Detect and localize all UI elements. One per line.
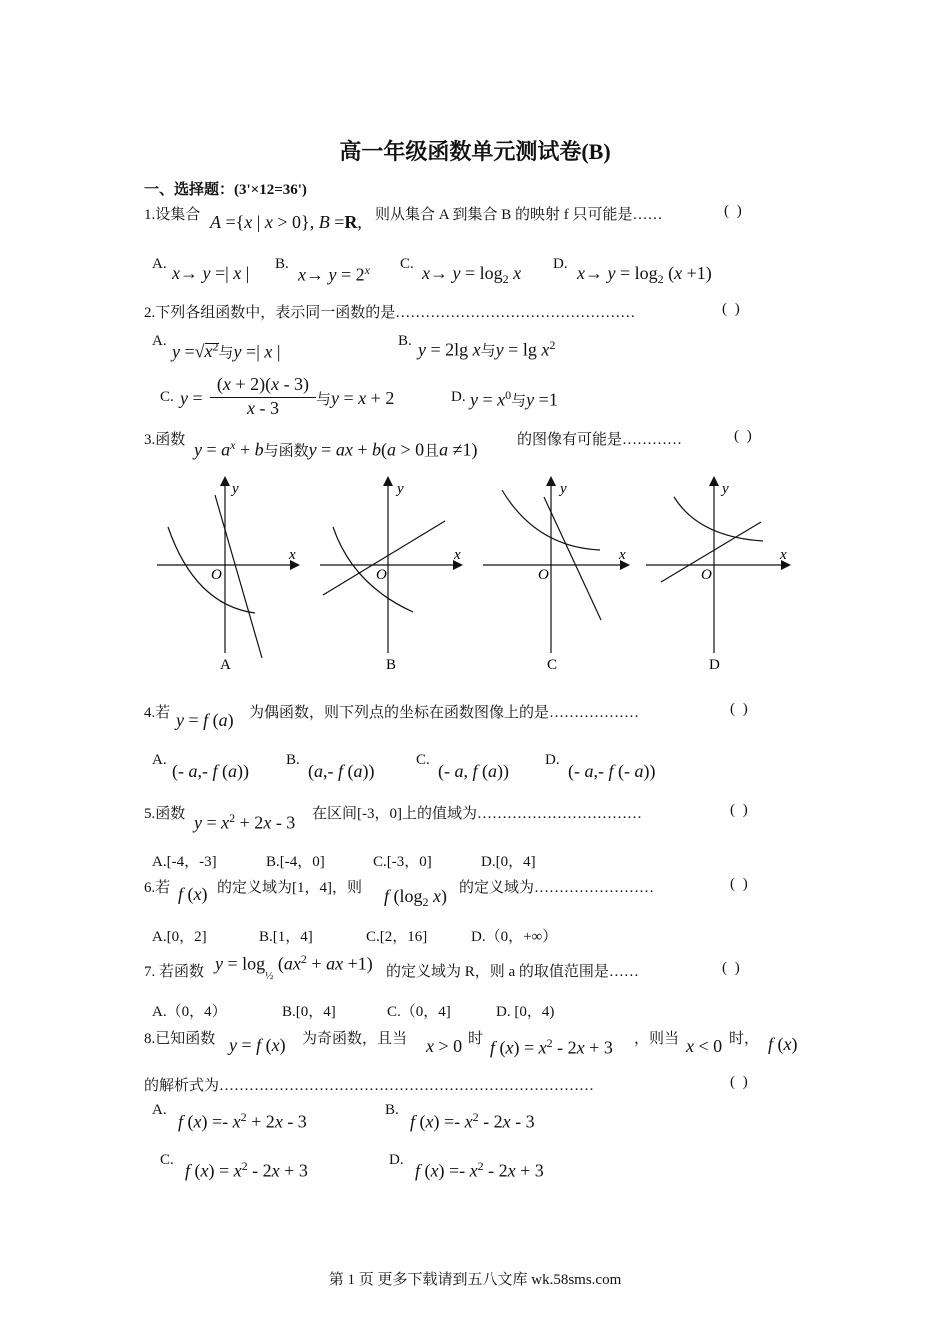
q6-option-c: C.[2，16]	[366, 929, 428, 945]
q8-option-b-label: B.	[385, 1102, 399, 1118]
q6-formula-2: f ($\log_2$ x)	[384, 886, 448, 910]
graph-a	[157, 478, 298, 673]
q1-option-c: $x\to y = \log_2 x$	[422, 263, 522, 287]
q3-formula: $y = a^x + b$与函数y = ax + b(a > 0且a ≠1)	[194, 438, 478, 460]
exponential-curve	[674, 497, 763, 541]
graph-label: D	[709, 657, 720, 673]
q5-option-a: A.[-4，-3]	[152, 854, 217, 870]
linear-line	[215, 495, 262, 658]
q5-option-d: D.[0，4]	[481, 854, 536, 870]
q2-option-a-label: A.	[152, 333, 167, 349]
q2-option-d: $y = x^0$与y =1	[470, 388, 558, 410]
q8-formula-1: y = f (x)	[229, 1035, 286, 1055]
q8-lead: 8.已知函数	[144, 1031, 216, 1047]
q4-tail: 为偶函数，则下列点的坐标在函数图像上的是………………	[249, 705, 640, 721]
answer-paren: ( )	[730, 1074, 750, 1090]
answer-paren: ( )	[722, 960, 742, 976]
graph-b	[320, 478, 461, 673]
graph-label: A	[220, 657, 231, 673]
q1-option-d: $x\to y = \log_2 (x +1)$	[577, 263, 712, 287]
q4-option-b-label: B.	[286, 752, 300, 768]
y-axis-label: y	[722, 481, 729, 497]
page-title: 高一年级函数单元测试卷(B)	[339, 139, 611, 164]
q2-lead: 2.下列各组函数中，表示同一函数的是…………………………………………	[144, 305, 636, 321]
exponential-curve	[333, 527, 413, 612]
q8-mid-3: ，则当	[634, 1031, 680, 1047]
q8-formula-3: f $(x) = x^2 - 2x + 3$	[490, 1036, 613, 1058]
q6-option-b: B.[1，4]	[259, 929, 313, 945]
q2-option-c-fraction: (x + 2)(x - 3) x - 3	[210, 374, 316, 419]
origin-label: O	[211, 567, 222, 583]
y-axis-label: y	[232, 481, 239, 497]
q3-lead: 3.函数	[144, 432, 186, 448]
q5-option-b: B.[-4，0]	[266, 854, 325, 870]
q4-option-a-label: A.	[152, 752, 167, 768]
q6-lead: 6.若	[144, 880, 171, 896]
answer-paren: ( )	[724, 203, 744, 219]
q6-mid: 的定义域为[1，4]，则	[217, 880, 362, 896]
q4-option-d: (- a,- f (- a))	[568, 761, 656, 781]
linear-line	[323, 521, 445, 595]
q2-option-d-label: D.	[451, 389, 466, 405]
q2-option-a: $y =√x^2$与y =| x |	[172, 340, 281, 362]
q8-mid-4: 时，	[729, 1031, 760, 1047]
q7-option-b: B.[0，4]	[282, 1004, 336, 1020]
q3-tail: 的图像有可能是…………	[517, 432, 683, 448]
q4-lead: 4.若	[144, 705, 171, 721]
answer-paren: ( )	[730, 701, 750, 717]
q1-option-a-label: A.	[152, 256, 167, 272]
q7-formula: $y = \log_{\frac{1}{2}} (ax^2$ + ax +1)	[215, 952, 373, 983]
q8-line-2: 的解析式为…………………………………………………………………	[144, 1078, 595, 1094]
q8-option-c-label: C.	[160, 1152, 174, 1168]
q8-option-a-label: A.	[152, 1102, 167, 1118]
q6-option-d: D.（0，+∞）	[471, 929, 558, 945]
page-footer: 第 1 页 更多下载请到五八文库 wk.58sms.com	[328, 1272, 622, 1288]
section-heading: 一、选择题：(3'×12=36')	[144, 182, 307, 198]
origin-label: O	[376, 567, 387, 583]
q5-option-c: C.[-3，0]	[373, 854, 432, 870]
q4-formula: y = f (a)	[176, 710, 234, 730]
origin-label: O	[538, 567, 549, 583]
q1-option-c-label: C.	[400, 256, 414, 272]
graph-label: B	[386, 657, 397, 673]
q1-option-a: x→ y =| x |	[172, 263, 250, 283]
q8-option-b: f $(x) =- x^2 - 2x - 3$	[410, 1110, 535, 1132]
q6-formula-1: f (x)	[178, 884, 208, 904]
q2-option-b: y = 2lg x与$y = \lg x^2$	[418, 338, 556, 360]
q7-option-a: A.（0，4）	[152, 1004, 227, 1020]
q1-option-b: $x\to y = 2^x$	[298, 263, 370, 285]
q8-option-c: f $(x) = x^2 - 2x + 3$	[185, 1159, 308, 1181]
x-axis-label: x	[454, 547, 461, 563]
origin-label: O	[701, 567, 712, 583]
q2-option-c-rhs: 与y = x + 2	[316, 388, 395, 408]
q1-tail: 则从集合 A 到集合 B 的映射 f 只可能是……	[375, 207, 663, 223]
q8-formula-4: x < 0	[686, 1036, 723, 1056]
x-axis-label: x	[780, 547, 787, 563]
q7-option-c: C.（0，4]	[387, 1004, 451, 1020]
q8-mid-2: 时	[468, 1031, 484, 1047]
q1-option-b-label: B.	[275, 256, 289, 272]
answer-paren: ( )	[730, 876, 750, 892]
q2-option-b-label: B.	[398, 333, 412, 349]
q4-option-c: (- a, f (a))	[438, 761, 510, 781]
q1-lead: 1.设集合	[144, 207, 201, 223]
q7-lead: 7. 若函数	[144, 964, 205, 980]
q4-option-d-label: D.	[545, 752, 560, 768]
q4-option-b: (a,- f (a))	[308, 761, 375, 781]
q1-formula: A ={x | x > 0}, B =R,	[210, 212, 362, 232]
q8-mid-1: 为奇函数，且当	[302, 1031, 408, 1047]
q7-option-d: D. [0，4)	[496, 1004, 555, 1020]
q1-option-d-label: D.	[553, 256, 568, 272]
answer-paren: ( )	[730, 802, 750, 818]
answer-paren: ( )	[722, 301, 742, 317]
x-axis-label: x	[619, 547, 626, 563]
linear-line	[544, 497, 601, 620]
q2-option-c-label: C.	[160, 389, 174, 405]
q8-formula-2: x > 0	[426, 1036, 463, 1056]
q2-option-c-lhs: y =	[180, 388, 203, 408]
graph-label: C	[547, 657, 558, 673]
x-axis-label: x	[289, 547, 296, 563]
q6-option-a: A.[0，2]	[152, 929, 207, 945]
graph-d	[646, 478, 789, 673]
q5-tail: 在区间[-3，0]上的值域为……………………………	[312, 806, 642, 822]
q5-formula: $y = x^2 + 2x - 3$	[194, 811, 296, 833]
q4-option-a: (- a,- f (a))	[172, 761, 250, 781]
y-axis-label: y	[397, 481, 404, 497]
q6-tail: 的定义域为……………………	[459, 880, 655, 896]
y-axis-label: y	[560, 481, 567, 497]
q8-formula-5: f (x)	[768, 1034, 798, 1054]
q5-lead: 5.函数	[144, 806, 186, 822]
q3-graphs	[150, 475, 800, 685]
q7-tail: 的定义域为 R，则 a 的取值范围是……	[386, 964, 639, 980]
q8-option-d: f $(x) =- x^2 - 2x + 3$	[415, 1159, 544, 1181]
answer-paren: ( )	[734, 428, 754, 444]
q8-option-d-label: D.	[389, 1152, 404, 1168]
graph-c	[483, 478, 628, 673]
q8-option-a: f $(x) =- x^2 + 2x - 3$	[178, 1110, 307, 1132]
q4-option-c-label: C.	[416, 752, 430, 768]
